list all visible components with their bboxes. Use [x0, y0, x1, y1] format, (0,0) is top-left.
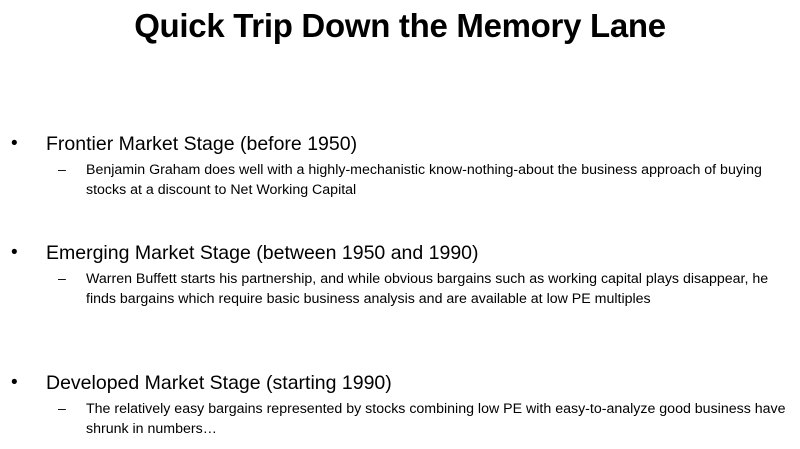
bullet-dot: •	[11, 242, 18, 263]
sub-bullet-dash: –	[58, 401, 66, 417]
bullet-heading: Frontier Market Stage (before 1950)	[46, 133, 358, 155]
bullet-heading: Emerging Market Stage (between 1950 and 1990)	[46, 242, 479, 264]
bullet-emerging-stage	[0, 241, 800, 309]
sub-bullet-dash: –	[58, 271, 66, 287]
bullet-heading: Developed Market Stage (starting 1990)	[46, 372, 392, 394]
slide-title: Quick Trip Down the Memory Lane	[134, 7, 666, 44]
bullet-frontier-stage	[0, 132, 800, 200]
sub-bullet-dash: –	[58, 162, 66, 178]
bullet-detail: Benjamin Graham does well with a highly-mechanistic know-nothing-about the business approach of buying stocks at a discount to Net Working Capital	[86, 162, 762, 198]
bullet-detail: Warren Buffett starts his partnership, and while obvious bargains such as working capital plays disappear, he finds bargains which require basic business analysis and are available at low PE multiples	[86, 271, 769, 307]
bullet-detail: The relatively easy bargains represented by stocks combining low PE with easy-to-analyze good business have shrunk in numbers…	[86, 401, 786, 437]
bullet-developed-stage	[0, 371, 800, 439]
bullet-dot: •	[11, 372, 18, 393]
bullet-dot: •	[11, 133, 18, 154]
